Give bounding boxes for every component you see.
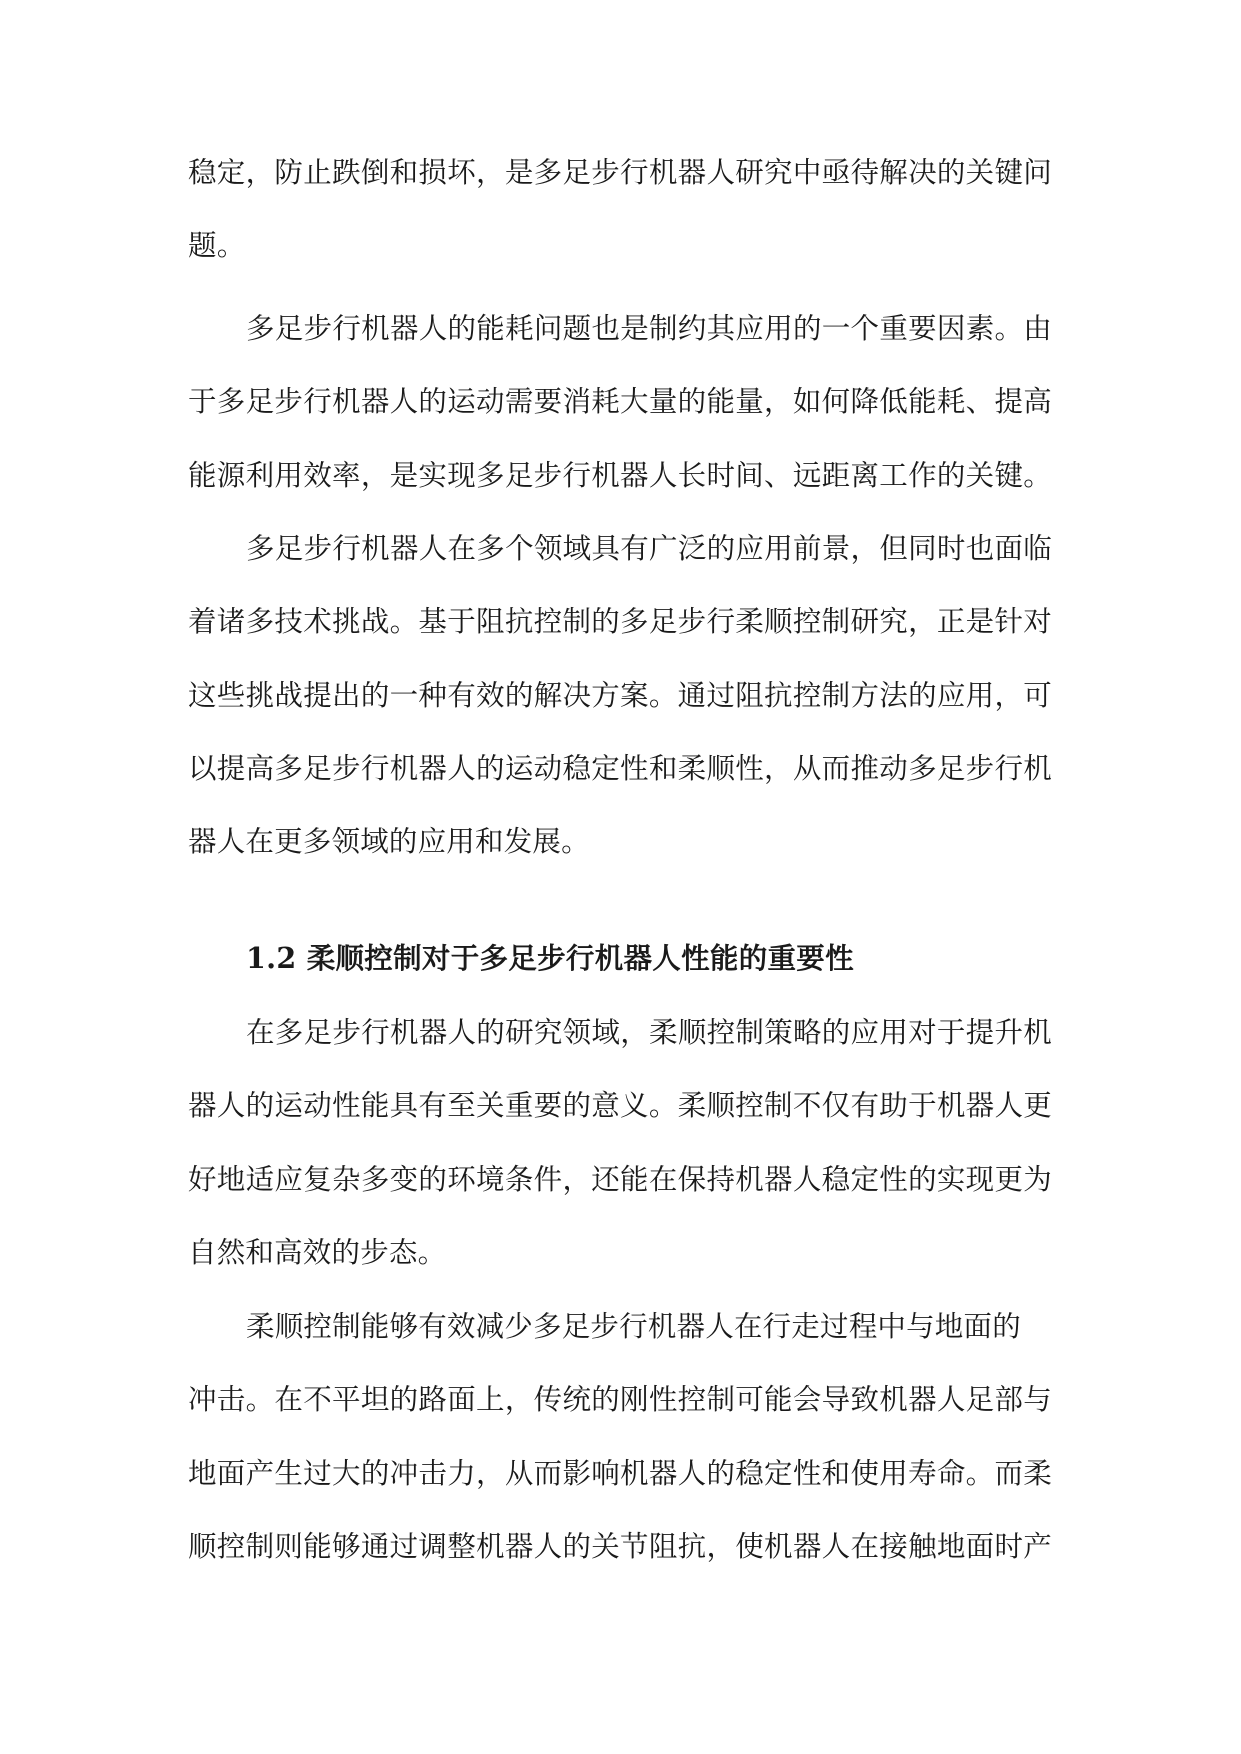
paragraph-line: 顺控制则能够通过调整机器人的关节阻抗，使机器人在接触地面时产 (188, 1529, 1052, 1563)
paragraph-line: 器人在更多领域的应用和发展。 (188, 825, 590, 859)
paragraph-4 (188, 996, 1052, 1289)
paragraph-line: 稳定，防止跌倒和损坏，是多足步行机器人研究中亟待解决的关键问 (188, 156, 1052, 189)
paragraph-line: 器人的运动性能具有至关重要的意义。柔顺控制不仅有助于机器人更 (188, 1089, 1052, 1123)
paragraph-3 (188, 512, 1052, 878)
paragraph-5 (188, 1290, 1052, 1583)
paragraph-line: 以提高多足步行机器人的运动稳定性和柔顺性，从而推动多足步行机 (188, 751, 1052, 785)
paragraph-line: 柔顺控制能够有效减少多足步行机器人在行走过程中与地面的 (246, 1310, 1021, 1343)
paragraph-line: 着诸多技术挑战。基于阻抗控制的多足步行柔顺控制研究，正是针对 (188, 605, 1052, 639)
paragraph-line: 自然和高效的步态。 (188, 1235, 447, 1269)
paragraph-1 (188, 136, 1052, 283)
paragraph-line: 在多足步行机器人的研究领域，柔顺控制策略的应用对于提升机 (246, 1016, 1052, 1049)
paragraph-line: 能源利用效率，是实现多足步行机器人长时间、远距离工作的关键。 (188, 458, 1052, 492)
paragraph-line: 这些挑战提出的一种有效的解决方案。通过阻抗控制方法的应用，可 (188, 678, 1052, 712)
paragraph-line: 好地适应复杂多变的环境条件，还能在保持机器人稳定性的实现更为 (188, 1162, 1052, 1196)
paragraph-line: 多足步行机器人的能耗问题也是制约其应用的一个重要因素。由 (246, 312, 1052, 345)
paragraph-line: 冲击。在不平坦的路面上，传统的刚性控制可能会导致机器人足部与 (188, 1383, 1052, 1417)
paragraph-line: 题。 (188, 229, 246, 263)
section-heading: 1.2 柔顺控制对于多足步行机器人性能的重要性 (246, 941, 854, 975)
paragraph-line: 地面产生过大的冲击力，从而影响机器人的稳定性和使用寿命。而柔 (188, 1456, 1052, 1490)
paragraph-line: 多足步行机器人在多个领域具有广泛的应用前景，但同时也面临 (246, 532, 1052, 565)
paragraph-line: 于多足步行机器人的运动需要消耗大量的能量，如何降低能耗、提高 (188, 385, 1052, 419)
paragraph-2 (188, 292, 1052, 512)
